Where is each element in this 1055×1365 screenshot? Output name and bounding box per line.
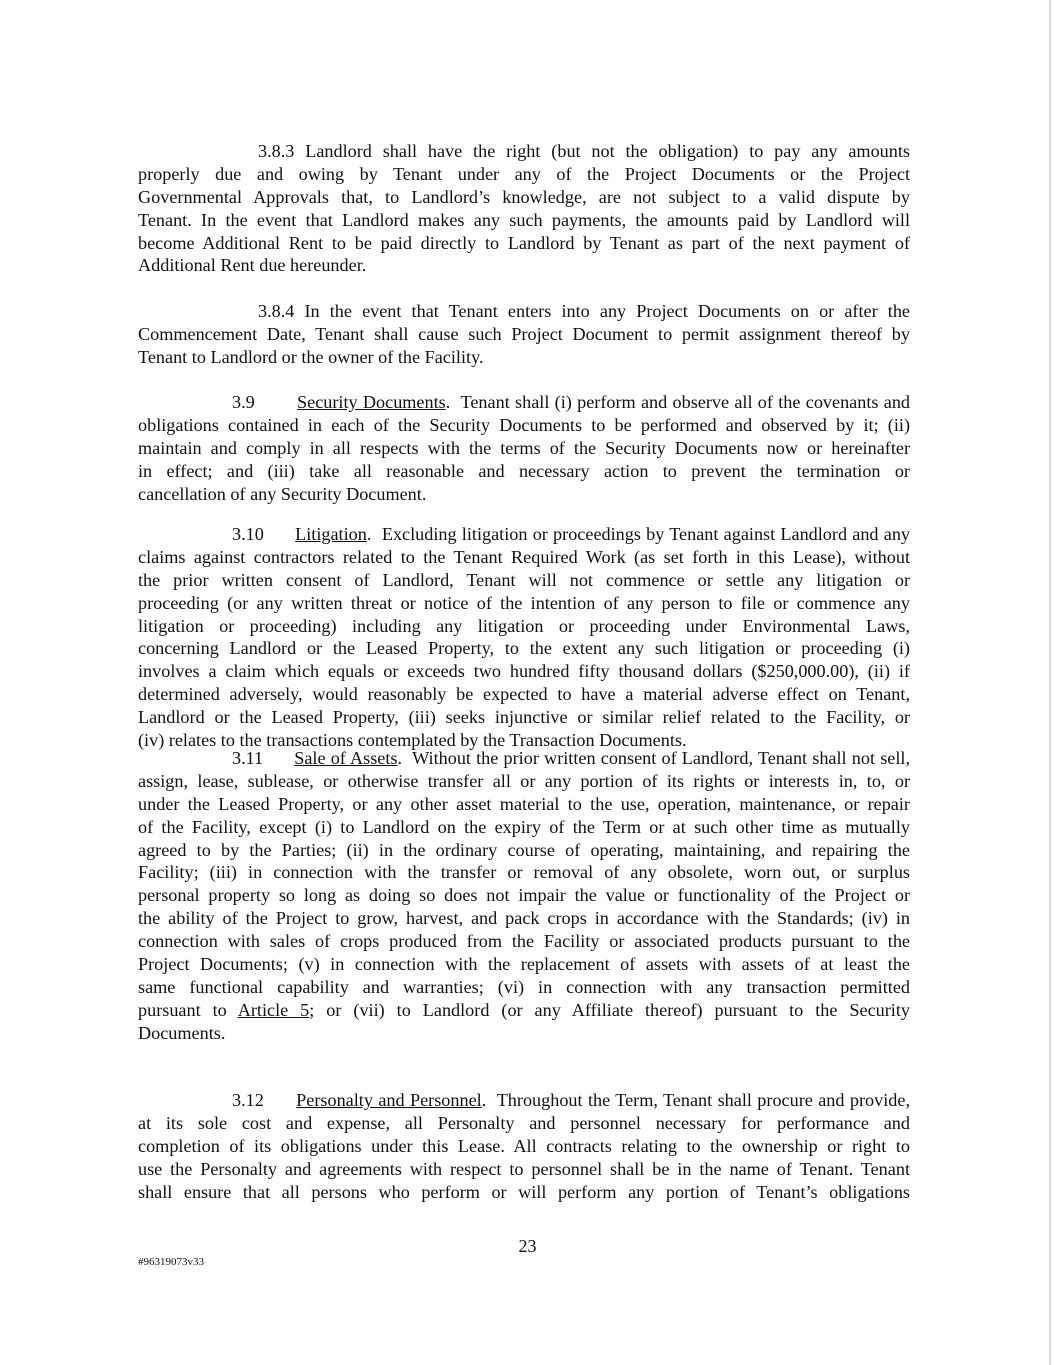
text-segment: ; or (vii) to Landlord (or any Affiliate thereof) pursuant to the Security xyxy=(309,999,911,1020)
section-heading: Article 5 xyxy=(237,999,310,1020)
text-line xyxy=(138,1089,910,1112)
text-line: connection with sales of crops produced from the Facility or associated products pursuant to the xyxy=(138,931,910,952)
text-segment: . Excluding litigation or proceedings by Tenant against Landlord and any xyxy=(366,524,911,544)
text-line: Governmental Approvals that, to Landlord’s knowledge, are not subject to a valid dispute by xyxy=(138,186,910,207)
text-line xyxy=(138,747,910,770)
text-line xyxy=(138,523,910,546)
text-line: Landlord or the Leased Property, (iii) seeks injunctive or similar relief related to the Facility, or xyxy=(138,707,910,728)
text-line: shall ensure that all persons who perform or will perform any portion of Tenant’s obligations xyxy=(138,1181,910,1202)
text-line: Tenant. In the event that Landlord makes any such payments, the amounts paid by Landlord will xyxy=(138,209,910,230)
text-line: proceeding (or any written threat or notice of the intention of any person to file or commence any xyxy=(138,592,910,613)
text-segment: 3.9 xyxy=(232,392,297,412)
text-line: obligations contained in each of the Security Documents to be performed and observed by it; (ii) xyxy=(138,414,910,435)
scan-edge xyxy=(1049,0,1051,1365)
text-line: 3.8.3 Landlord shall have the right (but not the obligation) to pay any amounts xyxy=(258,141,910,161)
text-line: properly due and owing by Tenant under any of the Project Documents or the Project xyxy=(138,163,910,184)
text-line: personal property so long as doing so does not impair the value or functionality of the Project or xyxy=(138,885,910,906)
text-line: concerning Landlord or the Leased Property, to the extent any such litigation or proceeding (i) xyxy=(138,638,910,659)
text-segment: . Tenant shall (i) perform and observe all of the covenants and xyxy=(445,392,911,412)
text-line: Facility; (iii) in connection with the transfer or removal of any obsolete, worn out, or surplus xyxy=(138,862,910,883)
text-segment: . Throughout the Term, Tenant shall procure and provide, xyxy=(481,1090,910,1110)
text-line: Project Documents; (v) in connection with the replacement of assets with assets of at least the xyxy=(138,954,910,975)
text-line: (iv) relates to the transactions contemplated by the Transaction Documents. xyxy=(138,730,687,751)
section-heading: Litigation xyxy=(295,524,367,544)
text-segment: 3.12 xyxy=(232,1090,297,1110)
text-line: the ability of the Project to grow, harvest, and pack crops in accordance with the Standards; (iv) in xyxy=(138,908,910,929)
section-heading: Personalty and Personnel xyxy=(296,1090,482,1110)
text-line: same functional capability and warranties; (vi) in connection with any transaction permitted xyxy=(138,976,910,997)
section-heading: Security Documents xyxy=(297,392,446,412)
text-segment: pursuant to xyxy=(138,999,238,1020)
text-line: involves a claim which equals or exceeds two hundred fifty thousand dollars ($250,000.00), (ii) if xyxy=(138,661,910,682)
text-line: litigation or proceeding) including any litigation or proceeding under Environmental Laws, xyxy=(138,615,910,636)
text-segment: 3.11 xyxy=(232,748,295,768)
text-line: use the Personalty and agreements with respect to personnel shall be in the name of Tenant. Tenant xyxy=(138,1158,910,1179)
text-line: Tenant to Landlord or the owner of the Facility. xyxy=(138,346,484,367)
text-line: determined adversely, would reasonably be expected to have a material adverse effect on Tenant, xyxy=(138,684,910,705)
text-line: cancellation of any Security Document. xyxy=(138,483,427,504)
document-id: #96319073v33 xyxy=(138,1256,204,1268)
paragraph-3-11 xyxy=(138,747,910,1045)
text-line: claims against contractors related to the Tenant Required Work (as set forth in this Lease), without xyxy=(138,546,910,567)
text-line: maintain and comply in all respects with the terms of the Security Documents now or hereinafter xyxy=(138,437,910,458)
section-heading: Sale of Assets xyxy=(294,748,398,768)
text-line: under the Leased Property, or any other asset material to the use, operation, maintenance, or repair xyxy=(138,793,910,814)
paragraph-3-10 xyxy=(138,523,910,752)
text-segment: . Without the prior written consent of Landlord, Tenant shall not sell, xyxy=(397,748,911,768)
paragraph-3-8-4 xyxy=(138,300,910,369)
page-number: 23 xyxy=(518,1236,537,1256)
text-line: of the Facility, except (i) to Landlord on the expiry of the Term or at such other time as mutually xyxy=(138,816,910,837)
text-line: at its sole cost and expense, all Personalty and personnel necessary for performance and xyxy=(138,1112,910,1133)
text-line: Commencement Date, Tenant shall cause such Project Document to permit assignment thereof by xyxy=(138,323,910,344)
text-line: 3.8.4 In the event that Tenant enters into any Project Documents on or after the xyxy=(258,301,910,321)
text-segment: 3.10 xyxy=(232,524,296,544)
text-line: agreed to by the Parties; (ii) in the ordinary course of operating, maintaining, and repairing the xyxy=(138,839,910,860)
text-line: assign, lease, sublease, or otherwise transfer all or any portion of its rights or interests in, to, or xyxy=(138,770,910,791)
text-line xyxy=(138,999,910,1022)
text-line: in effect; and (iii) take all reasonable and necessary action to prevent the termination or xyxy=(138,460,910,481)
text-line: completion of its obligations under this Lease. All contracts relating to the ownership or right to xyxy=(138,1135,910,1156)
text-line: become Additional Rent to be paid directly to Landlord by Tenant as part of the next payment of xyxy=(138,232,910,253)
text-line xyxy=(138,391,910,414)
text-line: the prior written consent of Landlord, Tenant will not commence or settle any litigation or xyxy=(138,569,910,590)
paragraph-3-12 xyxy=(138,1089,910,1203)
paragraph-3-8-3 xyxy=(138,140,910,277)
text-line: Additional Rent due hereunder. xyxy=(138,255,367,276)
text-line: Documents. xyxy=(138,1022,226,1043)
paragraph-3-9 xyxy=(138,391,910,505)
